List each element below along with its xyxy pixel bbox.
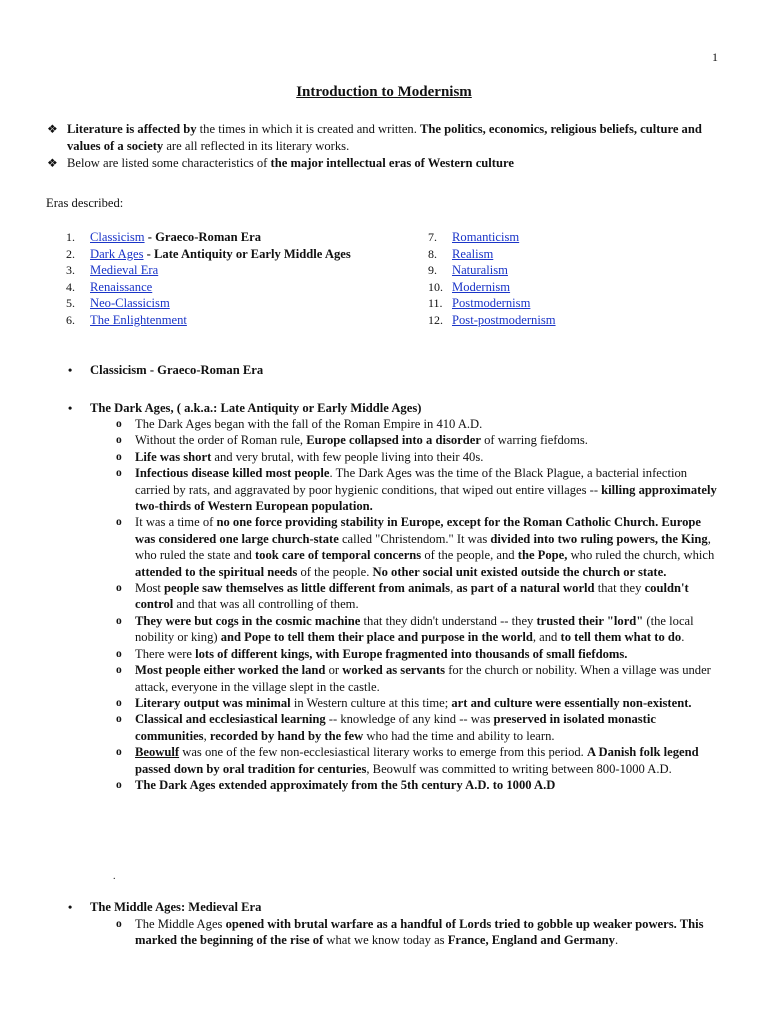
era-link-postmodernism[interactable]: Postmodernism xyxy=(452,296,531,311)
list-item: o There were lots of different kings, with Europe fragmented into thousands of small fiefdoms. xyxy=(135,646,719,662)
section-heading-dark-ages: • The Dark Ages, ( a.k.a.: Late Antiquity or Early Middle Ages) xyxy=(90,400,730,417)
era-number: 12. xyxy=(428,312,443,327)
era-link-naturalism[interactable]: Naturalism xyxy=(452,263,508,278)
era-item xyxy=(428,312,688,329)
era-link-neo-classicism[interactable]: Neo-Classicism xyxy=(90,296,170,311)
era-item xyxy=(66,279,366,296)
era-link-modernism[interactable]: Modernism xyxy=(452,279,511,294)
intro-list xyxy=(47,121,707,172)
intro-text: the major intellectual eras of Western culture xyxy=(270,156,514,170)
list-item: o The Dark Ages extended approximately from the 5th century A.D. to 1000 A.D xyxy=(135,777,719,793)
eras-label: Eras described: xyxy=(46,196,124,210)
era-number: 5. xyxy=(66,296,75,311)
era-item xyxy=(428,246,688,263)
era-link-medieval[interactable]: Medieval Era xyxy=(90,263,159,278)
diamond-bullet-icon: ❖ xyxy=(47,122,58,136)
era-link-post-postmodernism[interactable]: Post-postmodernism xyxy=(452,312,556,327)
era-link-realism[interactable]: Realism xyxy=(452,246,494,261)
era-number: 7. xyxy=(428,230,437,244)
era-item xyxy=(428,295,688,312)
section-heading-classicism: • Classicism - Graeco-Roman Era xyxy=(90,362,730,379)
era-number: 3. xyxy=(66,263,75,278)
era-item xyxy=(428,279,688,296)
list-item: o They were but cogs in the cosmic machine that they didn't understand -- they trusted their "lord" (the local nobility or king) and Pope to tell them their place and purpose in the world, and to tell them what to do. xyxy=(135,613,719,646)
dark-ages-list xyxy=(135,416,719,793)
intro-item xyxy=(47,155,707,172)
era-desc: - Graeco-Roman Era xyxy=(144,230,262,244)
era-item xyxy=(66,312,366,329)
era-link-classicism[interactable]: Classicism xyxy=(90,230,145,244)
era-item xyxy=(66,262,366,279)
list-item: o Without the order of Roman rule, Europe collapsed into a disorder of warring fiefdoms. xyxy=(135,432,719,448)
intro-text: are all reflected in its literary works. xyxy=(163,139,350,153)
page-number: 1 xyxy=(712,50,718,64)
era-desc: - Late Antiquity or Early Middle Ages xyxy=(143,246,351,261)
list-item: o It was a time of no one force providing stability in Europe, except for the Roman Catholic Church. Europe was considered one large church-state called "Christendom." It was divided into two ruling powers, the King, who ruled the state and took care of temporal concerns of the people, and the Pope, who ruled the church, which attended to the spiritual needs of the people. No other social unit existed outside the church or state. xyxy=(135,514,719,580)
era-item xyxy=(66,295,366,312)
section-heading-middle-ages: • The Middle Ages: Medieval Era xyxy=(90,899,730,916)
era-item xyxy=(428,229,688,246)
intro-item xyxy=(47,121,707,155)
era-item xyxy=(66,246,366,263)
era-link-enlightenment[interactable]: The Enlightenment xyxy=(90,312,187,327)
diamond-bullet-icon: ❖ xyxy=(47,156,58,170)
era-link-romanticism[interactable]: Romanticism xyxy=(452,230,520,244)
era-link-dark-ages[interactable]: Dark Ages xyxy=(90,246,144,261)
intro-text: the times in which it is created and written. xyxy=(196,122,421,136)
list-item: o Most people either worked the land or worked as servants for the church or nobility. When a village was under attack, everyone in the village slept in the castle. xyxy=(135,662,719,695)
era-item xyxy=(66,229,366,246)
list-item: o Literary output was minimal in Western culture at this time; art and culture were essentially non-existent. xyxy=(135,695,719,711)
middle-ages-list xyxy=(135,916,719,949)
list-item: o Classical and ecclesiastical learning -- knowledge of any kind -- was preserved in isolated monastic communities, recorded by hand by the few who had the time and ability to learn. xyxy=(135,711,719,744)
intro-text: Below are listed some characteristics of xyxy=(67,156,271,170)
era-number: 9. xyxy=(428,263,437,278)
intro-text: The politics, economics, religious beliefs, culture and values of a society xyxy=(67,122,702,153)
era-item xyxy=(428,262,688,279)
era-number: 2. xyxy=(66,246,75,261)
eras-list-right xyxy=(428,229,688,329)
era-number: 8. xyxy=(428,246,437,261)
era-number: 4. xyxy=(66,279,75,294)
list-item: o The Dark Ages began with the fall of the Roman Empire in 410 A.D. xyxy=(135,416,719,432)
era-number: 11. xyxy=(428,296,443,311)
list-item: o Infectious disease killed most people. The Dark Ages was the time of the Black Plague, a bacterial infection carried by rats, and aggravated by poor hygienic conditions, that wiped out entire villages -- killing approximately two-thirds of Western European population. xyxy=(135,465,719,514)
era-number: 1. xyxy=(66,230,75,244)
intro-text: Literature is affected by xyxy=(67,122,197,136)
list-item: o Beowulf was one of the few non-ecclesiastical literary works to emerge from this period. A Danish folk legend passed down by oral tradition for centuries, Beowulf was committed to writing between 800-1000 A.D. xyxy=(135,744,719,777)
list-item: o Most people saw themselves as little different from animals, as part of a natural world that they couldn't control and that was all controlling of them. xyxy=(135,580,719,613)
era-number: 10. xyxy=(428,279,443,294)
list-item: o The Middle Ages opened with brutal warfare as a handful of Lords tried to gobble up weaker powers. This marked the beginning of the rise of what we know today as France, England and Germany. xyxy=(135,916,719,949)
list-item: o Life was short and very brutal, with few people living into their 40s. xyxy=(135,449,719,465)
stray-mark: . xyxy=(113,871,116,882)
page-title: Introduction to Modernism xyxy=(296,84,472,100)
era-link-renaissance[interactable]: Renaissance xyxy=(90,279,153,294)
eras-list-left xyxy=(66,229,366,329)
era-number: 6. xyxy=(66,312,75,327)
